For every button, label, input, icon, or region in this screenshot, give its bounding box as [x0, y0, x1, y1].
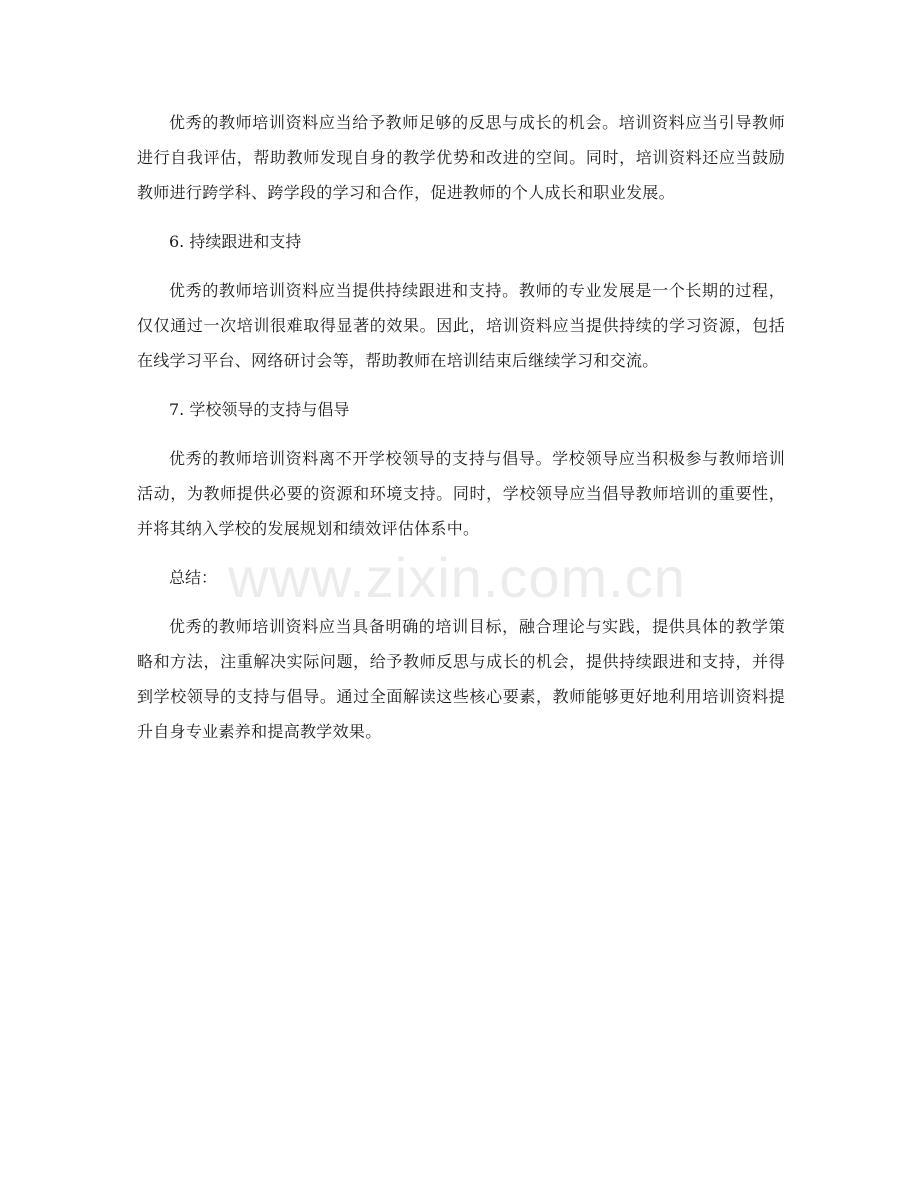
summary-label: 总结： — [169, 568, 218, 587]
section-heading-7: 7. 学校领导的支持与倡导 — [169, 400, 350, 419]
paragraph-continuous-support: 优秀的教师培训资料应当提供持续跟进和支持。教师的专业发展是一个长期的过程，仅仅通过一次培训很难取得显著的效果。因此，培训资料应当提供持续的学习资源，包括在线学习平台、网络研讨会等，帮助教师在培训结束后继续学习和交流。 — [137, 281, 785, 370]
paragraph-gap — [137, 378, 785, 392]
watermark-text: www.zixin.com.cn — [228, 546, 686, 609]
paragraph-leadership-support: 优秀的教师培训资料离不开学校领导的支持与倡导。学校领导应当积极参与教师培训活动，为教师提供必要的资源和环境支持。同时，学校领导应当倡导教师培训的重要性，并将其纳入学校的发展规划和绩效评估体系中。 — [137, 449, 785, 538]
paragraph-gap — [137, 427, 785, 441]
paragraph-gap — [137, 210, 785, 224]
paragraph-gap — [137, 259, 785, 273]
paragraph-gap — [137, 546, 785, 560]
paragraph-gap — [137, 595, 785, 609]
document-body — [137, 105, 785, 749]
section-heading-6: 6. 持续跟进和支持 — [169, 232, 302, 251]
paragraph-reflection-growth: 优秀的教师培训资料应当给予教师足够的反思与成长的机会。培训资料应当引导教师进行自我评估，帮助教师发现自身的教学优势和改进的空间。同时，培训资料还应当鼓励教师进行跨学科、跨学段的学习和合作，促进教师的个人成长和职业发展。 — [137, 113, 785, 202]
paragraph-summary: 优秀的教师培训资料应当具备明确的培训目标，融合理论与实践，提供具体的教学策略和方法，注重解决实际问题，给予教师反思与成长的机会，提供持续跟进和支持，并得到学校领导的支持与倡导。通过全面解读这些核心要素，教师能够更好地利用培训资料提升自身专业素养和提高教学效果。 — [137, 617, 785, 741]
